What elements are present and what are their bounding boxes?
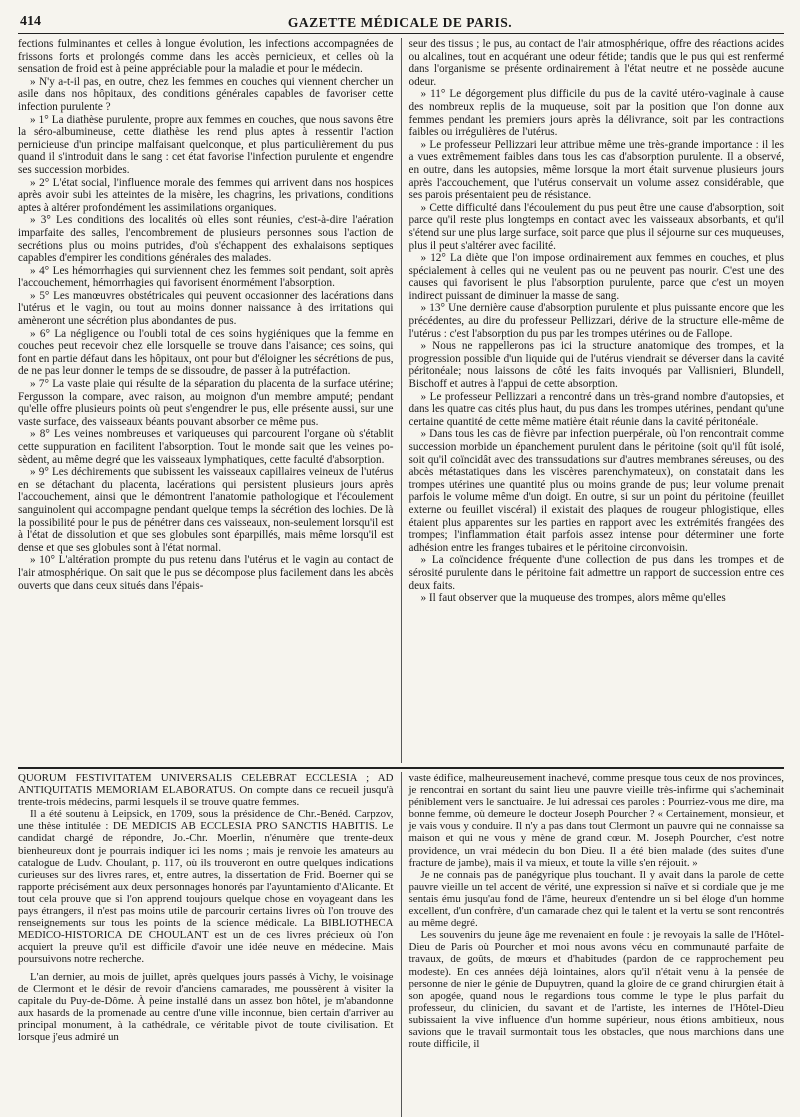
paragraph: » 13° Une dernière cause d'absorption purulente et plus puissante encore que les précédentes, au dire du professeur Pellizzari, dérive de la structure elle-même de l'utérus : c'est l'absorption du pus par les trompes utérines ou de Fallope. xyxy=(408,302,784,340)
paragraph: QUORUM FESTIVITATEM UNIVERSALIS CELEBRAT ECCLESIA ; AD ANTIQUITATIS MEMORIAM ELABORATUS. On compte dans ce recueil jusqu'à trente-trois médecins, parmi lesquels il se trouve quatre femmes. xyxy=(18,772,394,809)
paragraph: » 10° L'altération prompte du pus retenu dans l'utérus et le vagin au contact de l'air atmosphérique. On sait que le pus se décompose plus facilement dans les abcès ouverts que dans ceux situés dans l'épais- xyxy=(18,554,394,592)
paragraph: » Cette difficulté dans l'écoulement du pus peut être une cause d'absorption, soit parce qu'il reste plus longtemps en contact avec les vaisseaux absorbants, et qu'il s'étend sur une plus large surface, soit parce que plus il séjourne sur ces muqueuses, plus il peut s'altérer avec facilité. xyxy=(408,201,784,252)
main-article-right-column xyxy=(401,38,785,763)
paragraph: » Le professeur Pellizzari leur attribue même une très-grande importance : il les a vues extrêmement faibles dans tous les cas d'absorption purulente. Il a observé, en outre, dans les autopsies, même lorsque la mort était survenue plusieurs jours après l'accouchement, que l'utérus conservait un volume assez considérable, que ses parois présentaient peu de résistance. xyxy=(408,138,784,202)
paragraph: » 9° Les déchirements que subissent les vaisseaux capillaires veineux de l'utérus en se détachant du placenta, lacérations qui persistent plusieurs jours après l'accouchement, ainsi que le démontrent l'anatomie pathologique et l'écoulement sanguinolent qui accompagne pendant quelque temps la sécrétion des lochies. De là la possibilité pour le pus de pénétrer dans ces vaisseaux, non-seulement lorsqu'il est à l'état de dissolution et que ses globules sont éparpillés, mais même lorsqu'il est dense et que ses globules sont à l'état normal. xyxy=(18,466,394,554)
paragraph: » 7° La vaste plaie qui résulte de la séparation du placenta de la surface utérine; Fergusson la compare, avec raison, au moignon d'un membre amputé; pendant qu'elle offre plusieurs points où peut s'engendrer le pus, elle présente aussi, sur une vaste surface, des vaisseaux béants pouvant absorber ce même pus. xyxy=(18,378,394,428)
feuilleton-left-column xyxy=(18,772,401,1117)
paragraph: » 5° Les manœuvres obstétricales qui peuvent occasionner des lacérations dans l'utérus et le vagin, ou tout au moins donner naissance à des irritations qui amèneront une sécrétion plus abondantes de pus. xyxy=(18,289,394,328)
paragraph: Il a été soutenu à Leipsick, en 1709, sous la présidence de Chr.-Benéd. Carpzov, une thèse intitulée : DE MEDICIS AB ECCLESIA PRO SANCTIS HABITIS. Le candidat chargé de répondre, Jo.-Chr. Moerlin, n'énumère que trente-deux bienheureux dont je pourrais indiquer ici les noms ; mais je renvoie les amateurs au catalogue de Ludv. Choulant, p. 117, où ils trouveront en outre quelques indications curieuses sur des livres rares, et, entre autres, la dissertation de Frid. Boerner qui se rapporte précisément aux deux personnages honorés par l'ayuntamiento d'Alicante. Et tout cela prouve que si l'on apprend toujours quelque chose en voyageant dans les pays étrangers, il n'est pas moins utile de parcourir certains livres où l'on trouve des renseignements sur tous les points de la science médicale. La BIBLIOTHECA MEDICO-HISTORICA DE CHOULANT est un de ces livres précieux où l'on acquiert la preuve qu'il est difficile d'avoir une idée neuve en médecine. Mais poursuivons notre recherche. xyxy=(18,808,394,966)
paragraph: » 11° Le dégorgement plus difficile du pus de la cavité utéro-vaginale à cause des nombreux replis de la muqueuse, soit par la position que l'on donne aux femmes pendant les premiers jours après la délivrance, soit par les contractions faibles ou irrégulières de l'utérus. xyxy=(408,88,784,139)
main-article-left-column xyxy=(18,38,401,763)
paragraph: fections fulminantes et celles à longue évolution, les infections accompagnées de frissons forts et prolongés comme dans les accès pernicieux, et celles où la sensation de froid est à peine appréciable pour la maladie et pour le médecin. xyxy=(18,38,394,76)
paragraph: » 4° Les hémorrhagies qui surviennent chez les femmes soit pendant, soit après l'accouchement, hémorrhagies qui favorisent énormément l'absorption. xyxy=(18,264,394,290)
journal-title: GAZETTE MÉDICALE DE PARIS. xyxy=(287,15,513,30)
paragraph: » 12° La diète que l'on impose ordinairement aux femmes en couches, et plus spécialement à celles qui ne veulent pas ou ne peuvent pas nourir. C'est une des causes qui favorisent le plus l'absorption purulente, parce que c'est un moyen indirect puissant de diminuer la masse de sang. xyxy=(408,252,784,302)
paragraph: » 1° La diathèse purulente, propre aux femmes en couches, que nous savons être la séro-albumineuse, cette diathèse les rend plus aptes à ressentir l'action pernicieuse d'un principe malfaisant quelconque, et plus particulièrement du pus quand il s'introduit dans le sang : cet état favorise l'infection purulente et engendre ses succession morbides. xyxy=(18,113,394,176)
paragraph: » 2° L'état social, l'influence morale des femmes qui arrivent dans nos hospices après avoir subi les atteintes de la misère, les chagrins, les privations, conditions aptes à altérer profondément les assimilations organiques. xyxy=(18,176,394,214)
paragraph: Les souvenirs du jeune âge me revenaient en foule : je revoyais la salle de l'Hôtel-Dieu de Paris où Pourcher et moi nous avons vécu en communauté parfaite de travaux, de goûts, de mœurs et d'habitudes (pardon de ce rapprochement peu modeste). En ces années déjà lointaines, alors qu'il n'était venu à la pensée de personne de nier le génie de Dupuytren, quand la gloire de ce grand chirurgien était à son apogée, quand nous le regardions tous comme le type le plus parfait du professeur, du clinicien, du savant et de l'artiste, les internes de l'Hôtel-Dieu subissaient la vive influence d'un homme supérieur, nous étions ambitieux, nous savions que le travail surmontait tous les obstacles, que nous marchions dans une route difficile, il xyxy=(408,929,784,1051)
paragraph: seur des tissus ; le pus, au contact de l'air atmosphérique, offre des réactions acides ou alcalines, tout en acquérant une odeur fétide; tandis que le pus qui est renfermé dans l'organisme se présente ordinairement à l'état neutre et ne possède aucune odeur. xyxy=(408,38,784,88)
paragraph: » 8° Les veines nombreuses et variqueuses qui parcourent l'organe où s'établit cette suppuration en facilitent l'absorption. Tout le monde sait que les veines po-sèdent, au même degré que les vaisseaux lymphatiques, cette faculté d'absorption. xyxy=(18,428,394,466)
paragraph: » 6° La négligence ou l'oubli total de ces soins hygiéniques que la femme en couches peut recevoir chez elle lorsquelle se trouve dans l'aisance; ces soins, qui font en partie défaut dans les hôpitaux, ont pour but d'éloigner les sécrétions de pus, de ne pas leur donner le temps de se dissoudre, de passer à la putréfaction. xyxy=(18,327,394,378)
feuilleton-right-column xyxy=(401,772,785,1117)
paragraph: » La coïncidence fréquente d'une collection de pus dans les trompes et de sérosité purulente dans le péritoine fait admettre un rapport de succession entre ces deux faits. xyxy=(408,554,784,592)
page-number: 414 xyxy=(20,14,41,29)
paragraph: L'an dernier, au mois de juillet, après quelques jours passés à Vichy, le voisinage de Clermont et le désir de revoir d'anciens camarades, me poussèrent à visiter la capitale du Puy-de-Dôme. À peine installé dans un assez bon hôtel, je m'abandonne aux hasards de la promenade au centre d'une ville inconnue, bien certain d'arriver au principal monument, à la cathédrale, ce véritable pivot de toute civilisation. Et lorsque j'eus admiré un xyxy=(18,970,394,1043)
paragraph: vaste édifice, malheureusement inachevé, comme presque tous ceux de nos provinces, je rencontrai en sortant du saint lieu une pauvre vieille très-infirme qui s'acheminait péniblement vers le sanctuaire. Je lui adressai ces paroles : Pourriez-vous me dire, ma bonne femme, où demeure le docteur Joseph Pourcher ? « Certainement, monsieur, et je vais vous y conduire. Il n'y a pas dans tout Clermont un pauvre qui ne connaisse sa maison et qui ne vous y mène de grand cœur. M. Joseph Pourcher, c'est notre providence, un vrai médecin du bon Dieu. Il a été bien malade (des suites d'une fracture de jambe), mais il va mieux, et toute la ville s'en réjouit. » xyxy=(408,772,784,869)
paragraph: » Dans tous les cas de fièvre par infection puerpérale, où l'on rencontrait comme succession morbide un épanchement purulent dans le péritoine (soit qu'il fût isolé, soit qu'il coïncidât avec des transsudations sur d'autres membranes séreuses, ou des abcès métastatiques dans les viscères parenchymateux), on constatait dans les trompes utérines une quantité plus ou moins grande de pus; leur volume prenait parfois le volume même d'un doigt. En outre, si sur un point du péritoine (feuillet externe ou feuillet viscéral) il existait des plaques de rougeur phlogistique, elles étaient plus apparentes sur les parties en rapport avec les extrémités frangées des trompes; l'inflammation était parfois assez intense pour déterminer une forte adhésion entre les franges tubaires et le péritoine circonvoisin. xyxy=(408,428,784,554)
section-divider xyxy=(18,767,784,769)
main-article xyxy=(18,38,784,763)
feuilleton xyxy=(18,772,784,1117)
paragraph: » Il faut observer que la muqueuse des trompes, alors même qu'elles xyxy=(420,592,726,605)
paragraph: » Nous ne rappellerons pas ici la structure anatomique des trompes, et la progression possible d'un liquide qui de l'utérus viendrait se déverser dans la cavité péritonéale; nous laissons de côté les faits invoqués par Vallisnieri, Blundell, Bischoff et autres à l'appui de cette absorption. xyxy=(408,340,784,391)
paragraph: » Le professeur Pellizzari a rencontré dans un très-grand nombre d'autopsies, et dans les quatre cas cités plus haut, du pus dans les trompes utérines, pendant qu'une certaine quantité de cette même matière était réunie dans la cavité péritonéale. xyxy=(408,390,784,428)
paragraph: » N'y a-t-il pas, en outre, chez les femmes en couches qui viennent chercher un asile dans nos hôpitaux, des conditions générales capables de favoriser cette infection purulente ? xyxy=(18,75,394,113)
paragraph: Je ne connais pas de panégyrique plus touchant. Il y avait dans la parole de cette pauvre vieille un tel accent de vérité, une expression si naïve et si cordiale que je me sentais ému jusqu'au fond de l'âme, heureux d'entendre un si bel éloge d'un homme excellent, d'un confrère, d'un camarade chez qui le talent et la vertu se sont rencontrés au même degré. xyxy=(408,868,784,930)
paragraph: » 3° Les conditions des localités où elles sont réunies, c'est-à-dire l'aération imparfaite des salles, l'encombrement de plusieurs personnes sous l'action de secrétions plus ou moins putrides, d'où s'échappent des exhalaisons septiques capables d'empirer les conditions générales des malades. xyxy=(18,214,394,265)
